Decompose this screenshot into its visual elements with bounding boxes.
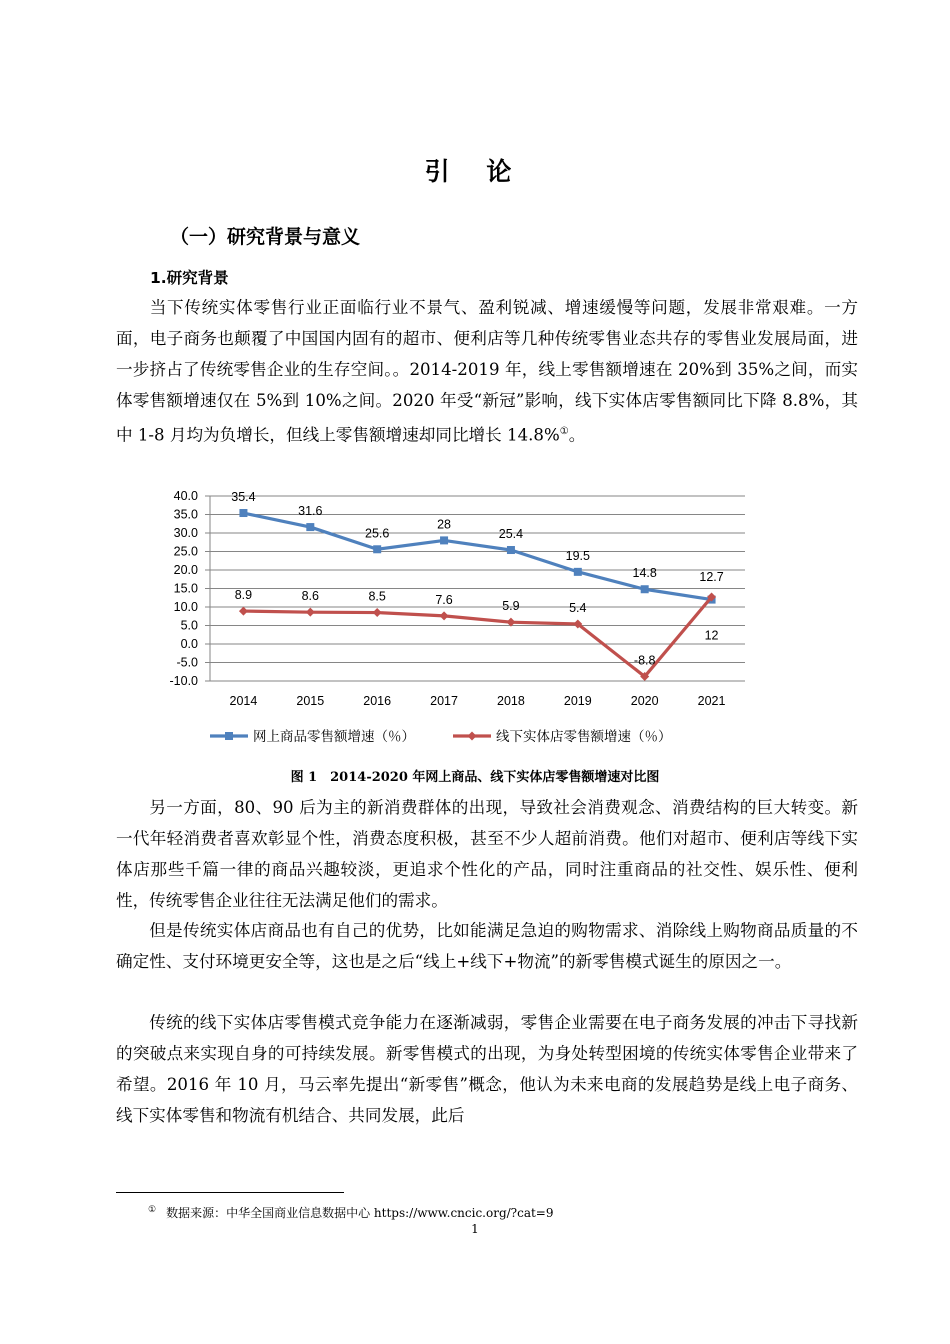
figure-chart bbox=[150, 483, 800, 758]
y-tick-label: -5.0 bbox=[176, 655, 198, 670]
y-tick-label: 30.0 bbox=[173, 526, 198, 540]
paragraph-4 bbox=[116, 1007, 858, 1131]
paragraph-4-text: 传统的线下实体店零售模式竞争能力在逐渐减弱，零售企业需要在电子商务发展的冲击下寻找新的突破点来实现自身的可持续发展。新零售模式的出现，为身处转型困境的传统实体零售企业带来了希望。2016 年 10 月，马云率先提出“新零售”概念，他认为未来电商的发展趋势是线上电子商务、线下实体零售和物流有机结合、共同发展，此后 bbox=[116, 1013, 858, 1125]
data-label: -8.8 bbox=[633, 653, 656, 668]
y-tick-label: 25.0 bbox=[173, 544, 198, 559]
paragraph-1 bbox=[116, 292, 858, 451]
data-point bbox=[306, 608, 315, 617]
y-tick-label: -10.0 bbox=[169, 674, 198, 688]
data-label: 35.4 bbox=[231, 490, 256, 505]
data-label: 7.6 bbox=[435, 592, 453, 607]
data-label: 8.6 bbox=[301, 589, 320, 604]
x-tick-label: 2015 bbox=[296, 694, 325, 708]
x-tick-label: 2014 bbox=[229, 694, 258, 708]
footnote-mark: ① bbox=[148, 1205, 157, 1215]
data-point bbox=[507, 546, 515, 554]
footnote-reference: ① bbox=[559, 426, 569, 437]
footnote bbox=[148, 1204, 554, 1221]
data-label: 19.5 bbox=[565, 548, 590, 563]
section-heading: （一）研究背景与意义 bbox=[170, 226, 361, 248]
data-point bbox=[440, 611, 449, 620]
data-label: 25.6 bbox=[365, 526, 390, 541]
data-point bbox=[306, 523, 314, 531]
footnote-text: 数据来源：中华全国商业信息数据中心 https://www.cncic.org/?cat=9 bbox=[166, 1206, 554, 1220]
data-label: 25.4 bbox=[498, 527, 524, 542]
paragraph-3 bbox=[116, 915, 858, 977]
x-tick-label: 2019 bbox=[563, 694, 592, 708]
y-tick-label: 5.0 bbox=[180, 618, 198, 633]
data-label: 14.8 bbox=[632, 566, 657, 581]
paragraph-2-text: 另一方面，80、90 后为主的新消费群体的出现，导致社会消费观念、消费结构的巨大转变。新一代年轻消费者喜欢彰显个性，消费态度积极，甚至不少人超前消费。他们对超市、便利店等线下实体店那些千篇一律的商品兴趣较淡，更追求个性化的产品，同时注重商品的社交性、娱乐性、便利性，传统零售企业往往无法满足他们的需求。 bbox=[116, 798, 858, 910]
page-title: 引 论 bbox=[424, 157, 526, 186]
line-chart bbox=[150, 483, 800, 758]
y-tick-label: 10.0 bbox=[173, 600, 198, 614]
y-tick-label: 35.0 bbox=[173, 507, 198, 522]
x-tick-label: 2017 bbox=[430, 694, 458, 708]
data-label: 8.5 bbox=[368, 589, 386, 604]
data-label: 12.7 bbox=[699, 570, 724, 585]
x-tick-label: 2016 bbox=[363, 694, 392, 708]
legend-swatch-marker bbox=[225, 732, 233, 740]
y-tick-label: 40.0 bbox=[173, 489, 198, 503]
paragraph-1-text: 当下传统实体零售行业正面临行业不景气、盈利锐减、增速缓慢等问题，发展非常艰难。一方面，电子商务也颠覆了中国国内固有的超市、便利店等几种传统零售业态共存的零售业发展局面，进一步挤占了传统零售企业的生存空间。。2014-2019 年，线上零售额增速在 20%到 35%之间，而实体零售额增速仅在 5%到 10%之间。2020 年受“新冠”影响，线下实体店零售额同比下降 8.8%，其中 1-8 月均为负增长，但线上零售额增速却同比增长 14.8% bbox=[116, 298, 858, 445]
data-label: 12 bbox=[704, 628, 719, 643]
subsection-heading: 1.研究背景 bbox=[150, 269, 229, 287]
page-number: 1 bbox=[471, 1222, 479, 1236]
data-point bbox=[373, 545, 381, 553]
y-tick-label: 20.0 bbox=[173, 563, 198, 577]
data-label: 31.6 bbox=[298, 504, 323, 519]
legend-label: 网上商品零售额增速（％） bbox=[253, 729, 415, 745]
data-point bbox=[373, 608, 382, 617]
data-point bbox=[239, 509, 247, 517]
x-tick-label: 2018 bbox=[497, 694, 525, 708]
y-tick-label: 0.0 bbox=[180, 637, 198, 651]
y-tick-label: 15.0 bbox=[173, 581, 198, 596]
footnote-divider bbox=[116, 1192, 344, 1193]
paragraph-3-text: 但是传统实体店商品也有自己的优势，比如能满足急迫的购物需求、消除线上购物商品质量的不确定性、支付环境更安全等，这也是之后“线上+线下+物流”的新零售模式诞生的原因之一。 bbox=[116, 921, 858, 971]
x-tick-label: 2020 bbox=[630, 694, 659, 708]
data-point bbox=[440, 536, 448, 544]
data-point bbox=[574, 568, 582, 576]
legend-label: 线下实体店零售额增速（％） bbox=[496, 729, 672, 745]
data-label: 8.9 bbox=[234, 588, 253, 603]
legend-swatch-marker bbox=[468, 732, 477, 741]
data-point bbox=[239, 607, 248, 616]
x-tick-label: 2021 bbox=[697, 694, 726, 708]
paragraph-1-end: 。 bbox=[568, 425, 586, 445]
data-label: 5.9 bbox=[502, 599, 520, 614]
paragraph-2 bbox=[116, 792, 858, 916]
data-label: 28 bbox=[437, 517, 452, 532]
figure-caption: 图 1 2014-2020 年网上商品、线下实体店零售额增速对比图 bbox=[290, 770, 660, 785]
data-label: 5.4 bbox=[569, 601, 587, 616]
data-point bbox=[641, 585, 649, 593]
